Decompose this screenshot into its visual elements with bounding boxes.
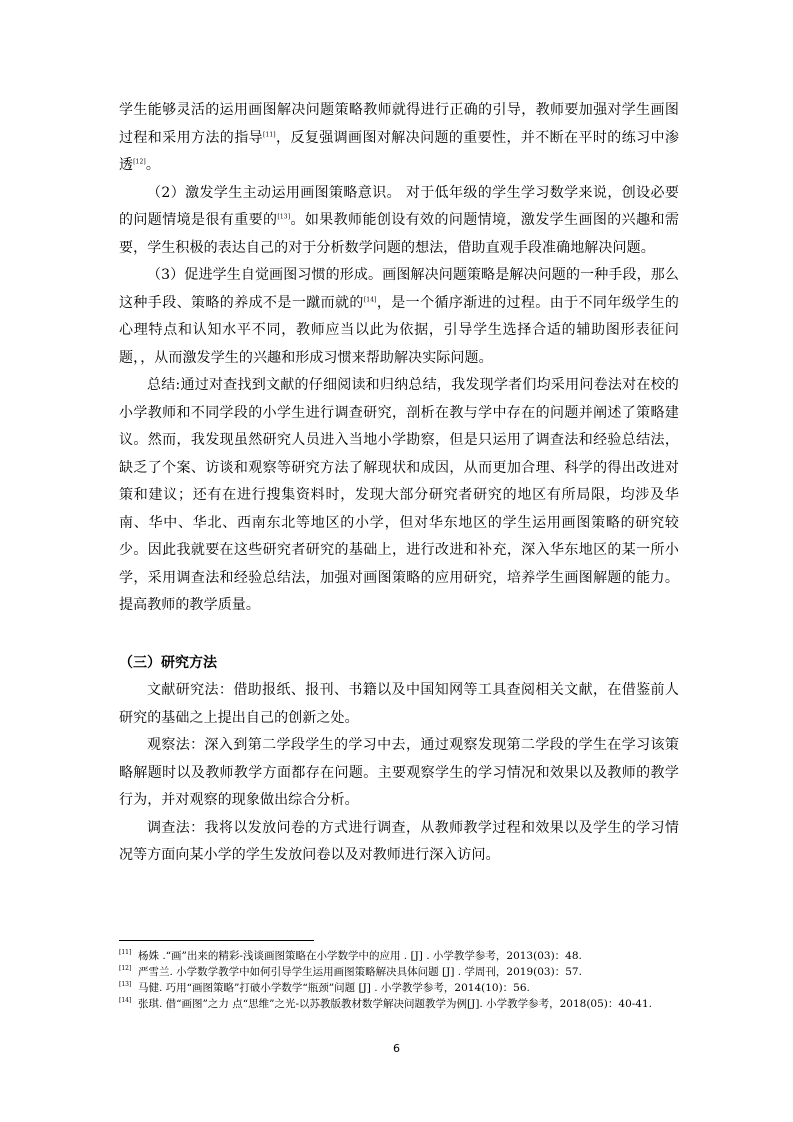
paragraph-text: （3）促进学生自觉画图习惯的形成。画图解决问题策略是解决问题的一种手段，那么这种手段、策略的养成不是一蹴而就的 <box>119 267 679 311</box>
paragraph-text: （2）激发学生主动运用画图策略意识。 对于低年级的学生学习数学来说，创设必要的问题情境是很有重要的 <box>119 184 679 228</box>
paragraph-point-2 <box>119 180 679 263</box>
footnote-mark: [13] <box>119 981 132 988</box>
footnotes <box>119 948 679 1012</box>
paragraph-literature-method: 文献研究法：借助报纸、报刊、书籍以及中国知网等工具查阅相关文献，在借鉴前人研究的基础之上提出自己的创新之处。 <box>119 682 679 726</box>
section-heading: （三）研究方法 <box>119 654 217 671</box>
paragraph-survey-method: 调查法：我将以发放问卷的方式进行调查，从教师教学过程和效果以及学生的学习情况等方面向某小学的学生发放问卷以及对教师进行深入访问。 <box>119 819 679 863</box>
paragraph-point-3 <box>119 262 679 372</box>
footnote-text: 严雪兰. 小学数学教学中如何引导学生运用画图策略解决具体问题 [J] . 学周刊，2019(03)：57. <box>138 966 582 978</box>
paragraph-text: ，是一个循序渐进的过程。由于不同年级学生的心理特点和认知水平不同，教师应当以此为依据，引导学生选择合适的辅助图形表征问题，，从而激发学生的兴趣和形成习惯来帮助解决实际问题。 <box>119 294 679 366</box>
footnote-text: 张琪. 借“画图”之力 点“思维”之光-以苏教版教材数学解决问题教学为例[J]. 小学教学参考，2018(05)：40-41. <box>138 998 652 1010</box>
paragraph-text: 。 <box>145 157 160 173</box>
paragraph-observation-method: 观察法：深入到第二学段学生的学习中去，通过观察发现第二学段的学生在学习该策略解题时以及教师教学方面都存在问题。主要观察学生的学习情况和效果以及教师的教学行为，并对观察的现象做出综合分析。 <box>119 737 679 808</box>
paragraph-text: 学生能够灵活的运用画图解决问题策略教师就得进行正确的引导，教师要加强对学生画图过程和采用方法的指导 <box>119 102 679 146</box>
footnote-mark: [11] <box>119 949 132 956</box>
citation-mark: [12] <box>133 158 146 166</box>
footnote <box>119 996 679 1012</box>
body-text <box>119 97 679 870</box>
page-number: 6 <box>393 1042 400 1055</box>
paragraph-text: 。如果教师能创设有效的问题情境，激发学生画图的兴趣和需要，学生积极的表达自己的对于分析数学问题的想法，借助直观手段准确地解决问题。 <box>119 212 679 256</box>
paragraph-summary: 总结:通过对查找到文献的仔细阅读和归纳总结，我发现学者们均采用问卷法对在校的小学教师和不同学段的小学生进行调查研究，剖析在教与学中存在的问题并阐述了策略建议。然而，我发现虽然研究人员进入当地小学勘察，但是只运用了调查法和经验总结法，缺乏了个案、访谈和观察等研究方法了解现状和成因，从而更加合理、科学的得出改进对策和建议；还有在进行搜集资料时，发现大部分研究者研究的地区有所局限，均涉及华南、华中、华北、西南东北等地区的小学，但对华东地区的学生运用画图策略的研究较少。因此我就要在这些研究者研究的基础上，进行改进和补充，深入华东地区的某一所小学，采用调查法和经验总结法，加强对画图策略的应用研究，培养学生画图解题的能力。提高教师的教学质量。 <box>119 377 679 613</box>
footnote-mark: [14] <box>119 997 132 1004</box>
citation-mark: [13] <box>277 213 291 221</box>
footnote <box>119 964 679 980</box>
footnote <box>119 980 679 996</box>
paragraph-continued <box>119 97 679 180</box>
footnote-text: 马健. 巧用“画图策略”打破小学数学“瓶颈”问题 [J] . 小学教学参考，2014(10)：56. <box>138 982 530 994</box>
citation-mark: [14] <box>363 295 377 303</box>
citation-mark: [11] <box>263 130 276 138</box>
footnote-mark: [12] <box>119 965 132 972</box>
footnote-text: 杨姝 .“画”出来的精彩-浅谈画图策略在小学数学中的应用 . [J] . 小学教学参考，2013(03)：48. <box>138 950 582 962</box>
footnote-divider <box>119 940 314 941</box>
paragraph-text: ，反复强调画图对解决问题的重要性，并不断在平时的练习中渗透 <box>119 129 679 173</box>
footnote <box>119 948 679 964</box>
